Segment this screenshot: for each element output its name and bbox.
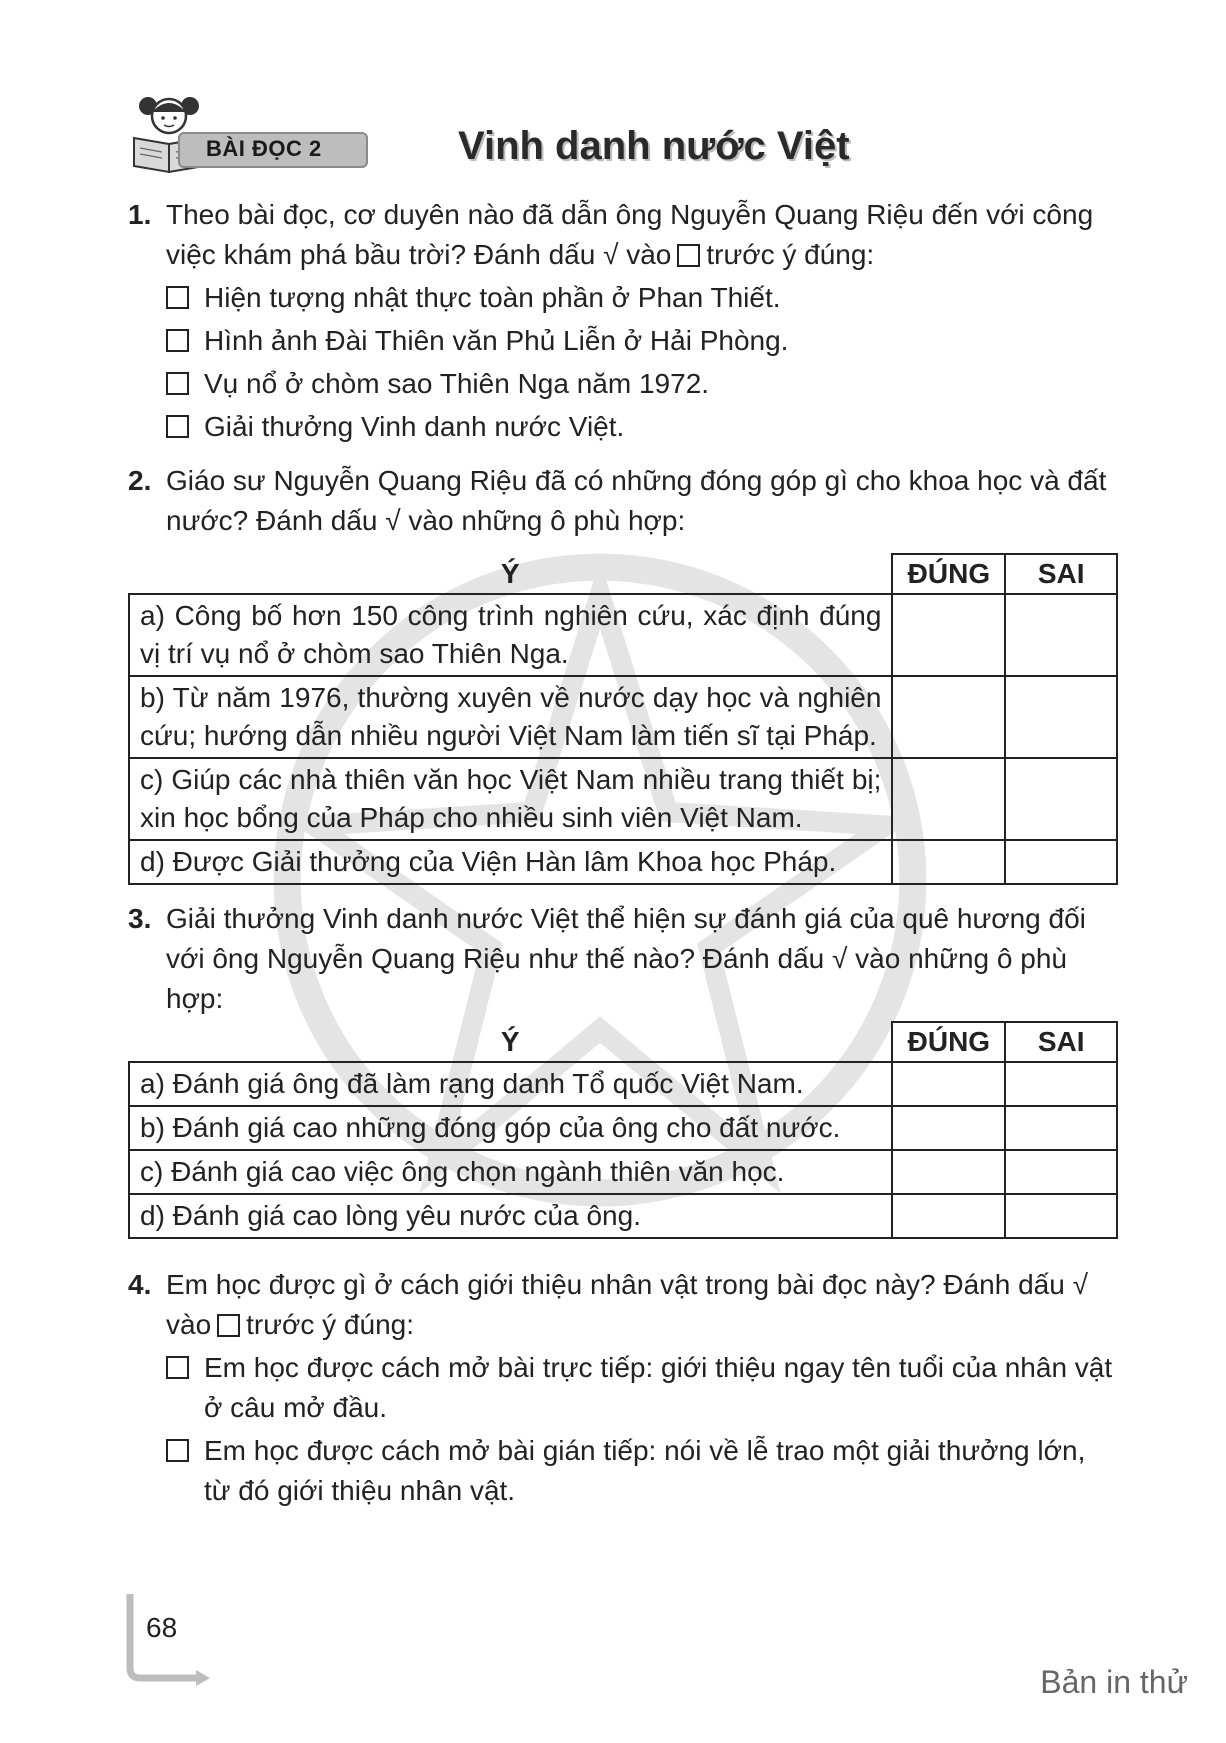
page-number: 68 — [146, 1612, 178, 1643]
draft-label: Bản in thử — [1040, 1664, 1188, 1700]
option-item[interactable] — [166, 1431, 1118, 1511]
row-statement: d) Đánh giá cao lòng yêu nước của ông. — [129, 1194, 892, 1238]
question-text-a: Em học được gì ở cách giới thiệu nhân vật trong bài đọc này? Đánh dấu √ vào — [166, 1269, 1088, 1340]
row-statement: c) Đánh giá cao việc ông chọn ngành thiên văn học. — [129, 1150, 892, 1194]
column-header-idea: Ý — [500, 557, 520, 589]
row-statement: d) Được Giải thưởng của Viện Hàn lâm Khoa học Pháp. — [129, 840, 892, 884]
true-cell[interactable] — [892, 758, 1005, 840]
badge-label: BÀI ĐỌC 2 — [206, 136, 322, 161]
question-number: 4. — [128, 1269, 152, 1300]
option-label: Giải thưởng Vinh danh nước Việt. — [204, 411, 625, 442]
checkbox[interactable] — [166, 415, 189, 438]
true-cell[interactable] — [892, 1106, 1005, 1150]
question-number: 1. — [128, 199, 152, 230]
question-2 — [128, 461, 1118, 541]
false-cell[interactable] — [1005, 758, 1117, 840]
true-cell[interactable] — [892, 1062, 1005, 1106]
question-text: Giáo sư Nguyễn Quang Riệu đã có những đóng góp gì cho khoa học và đất nước? Đánh dấu √ vào những ô phù hợp: — [166, 465, 1107, 536]
question-number: 3. — [128, 903, 152, 934]
row-statement: a) Đánh giá ông đã làm rạng danh Tổ quốc Việt Nam. — [129, 1062, 892, 1106]
checkbox[interactable] — [166, 329, 189, 352]
option-item[interactable] — [166, 278, 1118, 318]
option-label: Hình ảnh Đài Thiên văn Phủ Liễn ở Hải Phòng. — [204, 325, 789, 356]
true-cell[interactable] — [892, 840, 1005, 884]
table-row — [129, 758, 1117, 840]
table-row — [129, 1150, 1117, 1194]
table-row — [129, 840, 1117, 884]
false-cell[interactable] — [1005, 1106, 1117, 1150]
question-4 — [128, 1265, 1118, 1345]
checkbox-sample — [217, 1314, 240, 1337]
option-label: Hiện tượng nhật thực toàn phần ở Phan Thiết. — [204, 282, 781, 313]
question-text — [166, 1265, 1118, 1345]
true-cell[interactable] — [892, 1150, 1005, 1194]
row-statement: a) Công bố hơn 150 công trình nghiên cứu, xác định đúng vị trí vụ nổ ở chòm sao Thiên Nga. — [129, 594, 892, 676]
column-header-false: SAI — [1005, 1022, 1117, 1062]
option-item[interactable] — [166, 364, 1118, 404]
table-row — [129, 1106, 1117, 1150]
question-text — [166, 195, 1118, 275]
option-label: Em học được cách mở bài trực tiếp: giới thiệu ngay tên tuổi của nhân vật ở câu mở đầu. — [204, 1352, 1113, 1423]
question-text: Giải thưởng Vinh danh nước Việt thể hiện sự đánh giá của quê hương đối với ông Nguyễn Quang Riệu như thế nào? Đánh dấu √ vào những ô phù hợp: — [166, 903, 1086, 1014]
option-item[interactable] — [166, 407, 1118, 447]
row-statement: c) Giúp các nhà thiên văn học Việt Nam nhiều trang thiết bị; xin học bổng của Pháp cho nhiều sinh viên Việt Nam. — [129, 758, 892, 840]
false-cell[interactable] — [1005, 1150, 1117, 1194]
option-label: Em học được cách mở bài gián tiếp: nói về lễ trao một giải thưởng lớn, từ đó giới thiệu nhân vật. — [204, 1435, 1086, 1506]
false-cell[interactable] — [1005, 1194, 1117, 1238]
question-number: 2. — [128, 465, 152, 496]
false-cell[interactable] — [1005, 676, 1117, 758]
false-cell[interactable] — [1005, 840, 1117, 884]
column-header-false: SAI — [1005, 554, 1117, 594]
exercise-content — [128, 195, 1118, 1511]
lesson-badge — [128, 88, 358, 178]
true-cell[interactable] — [892, 594, 1005, 676]
column-header-idea: Ý — [500, 1025, 520, 1057]
table-row — [129, 1194, 1117, 1238]
table-header-row — [129, 554, 1117, 594]
option-item[interactable] — [166, 1348, 1118, 1428]
option-item[interactable] — [166, 321, 1118, 361]
false-cell[interactable] — [1005, 594, 1117, 676]
checkbox-sample — [677, 244, 700, 267]
question-text-a: Theo bài đọc, cơ duyên nào đã dẫn ông Nguyễn Quang Riệu đến với công việc khám phá bầu trời? Đánh dấu √ vào — [166, 199, 1094, 270]
question-1 — [128, 195, 1118, 275]
column-header-true: ĐÚNG — [892, 1022, 1005, 1062]
page-title: Vinh danh nước Việt — [458, 124, 850, 168]
question-3 — [128, 899, 1118, 1019]
lesson-header — [128, 88, 1128, 188]
question-text-b: trước ý đúng: — [246, 1309, 414, 1340]
option-label: Vụ nổ ở chòm sao Thiên Nga năm 1972. — [204, 368, 710, 399]
checkbox[interactable] — [166, 1439, 189, 1462]
column-header-true: ĐÚNG — [892, 554, 1005, 594]
table-row — [129, 676, 1117, 758]
question-text-b: trước ý đúng: — [706, 239, 875, 270]
table-row — [129, 594, 1117, 676]
checkbox[interactable] — [166, 372, 189, 395]
checkbox[interactable] — [166, 286, 189, 309]
true-cell[interactable] — [892, 1194, 1005, 1238]
row-statement: b) Đánh giá cao những đóng góp của ông cho đất nước. — [129, 1106, 892, 1150]
row-statement: b) Từ năm 1976, thường xuyên về nước dạy học và nghiên cứu; hướng dẫn nhiều người Việt Nam làm tiến sĩ tại Pháp. — [129, 676, 892, 758]
false-cell[interactable] — [1005, 1062, 1117, 1106]
checkbox[interactable] — [166, 1356, 189, 1379]
table-row — [129, 1062, 1117, 1106]
answer-table-2 — [128, 553, 1118, 885]
table-header-row — [129, 1022, 1117, 1062]
true-cell[interactable] — [892, 676, 1005, 758]
answer-table-3 — [128, 1021, 1118, 1239]
